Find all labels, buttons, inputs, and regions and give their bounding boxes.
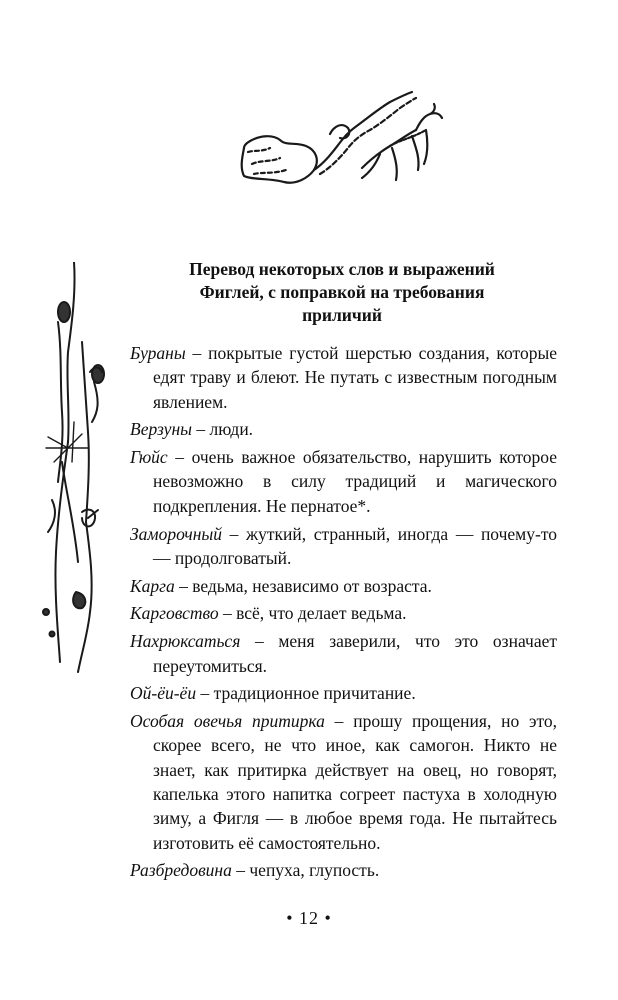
- term-separator: –: [192, 419, 210, 440]
- glossary-entry: [130, 681, 557, 705]
- term-separator: –: [174, 575, 193, 596]
- glossary-term: Бураны: [130, 343, 186, 363]
- term-separator: –: [324, 711, 354, 732]
- glossary-entry: [130, 417, 557, 441]
- glossary-entry: [130, 445, 557, 518]
- glossary-term: Особая овечья притирка: [130, 711, 325, 732]
- glossary-definition: всё, что делает ведьма.: [236, 603, 407, 624]
- glossary-definition: очень важное обязательство, нарушить которое невозможно в силу традиций и магического подкрепления. Не пернатое*.: [153, 447, 557, 516]
- term-separator: –: [222, 523, 247, 544]
- term-separator: –: [196, 683, 214, 704]
- glossary-term: Карговство: [130, 603, 219, 624]
- glossary-definition: покрытые густой шерстью создания, которые едят траву и блеют. Не путать с известным погодным явлением.: [153, 343, 557, 412]
- ink-sketch-rope-and-sheep-icon: [230, 88, 445, 193]
- glossary-term: Нахрюксаться: [130, 631, 241, 652]
- glossary-term: Заморочный: [130, 523, 223, 544]
- ink-sketch-thistle-icon: [38, 262, 118, 682]
- glossary-heading-line-1: Перевод некоторых слов и выражений: [189, 259, 495, 279]
- term-separator: –: [231, 860, 250, 881]
- page-number: • 12 •: [286, 908, 332, 928]
- glossary-definition: меня заверили, что это означает переутомиться.: [153, 631, 557, 676]
- glossary-entry: [130, 709, 557, 855]
- glossary-definition: жуткий, странный, иногда — почему-то — продолговатый.: [153, 523, 557, 568]
- glossary-entry: [130, 522, 557, 571]
- glossary-term: Ой-ёи-ёи: [130, 683, 197, 704]
- term-separator: –: [167, 447, 192, 468]
- glossary-heading-line-2: Фиглей, с поправкой на требования: [199, 282, 485, 302]
- glossary-entry: [130, 574, 557, 598]
- glossary-heading-line-3: приличий: [302, 305, 382, 325]
- glossary-entry: [130, 341, 557, 414]
- glossary-term: Гюйс: [130, 447, 168, 468]
- glossary-definition: прошу прощения, но это, скорее всего, не что иное, как самогон. Никто не знает, как притирка действует на овец, но говорят, капелька этого напитка согреет пастуха в холодную зиму, а Фигля — в любое время года. Не пытайтесь изготовить её самостоятельно.: [153, 711, 558, 853]
- glossary-list: [130, 341, 557, 886]
- glossary-definition: чепуха, глупость.: [249, 860, 380, 881]
- term-separator: –: [185, 343, 209, 363]
- term-separator: –: [218, 603, 237, 624]
- glossary-definition: ведьма, независимо от возраста.: [192, 575, 432, 596]
- glossary-heading: [140, 258, 544, 327]
- glossary-entry: [130, 858, 557, 882]
- glossary-entry: [130, 601, 557, 625]
- glossary-term: Разбредовина: [130, 860, 232, 881]
- term-separator: –: [240, 631, 279, 652]
- glossary-term: Верзуны: [130, 419, 192, 440]
- glossary-term: Карга: [130, 575, 175, 596]
- glossary-definition: традиционное причитание.: [213, 683, 416, 704]
- glossary-entry: [130, 629, 557, 678]
- glossary-definition: люди.: [209, 419, 254, 440]
